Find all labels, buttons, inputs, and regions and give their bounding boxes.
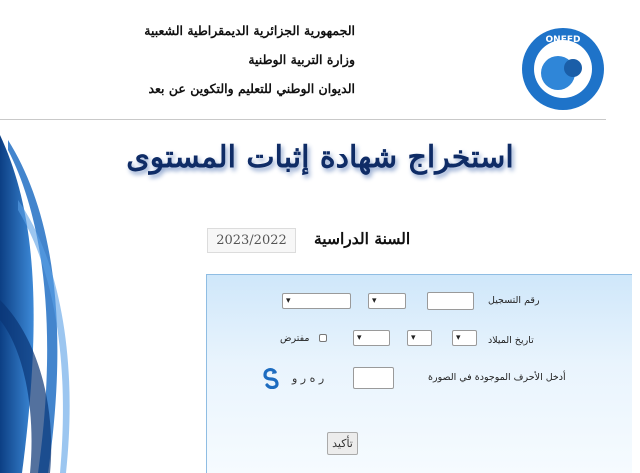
registration-select-1[interactable]	[282, 293, 351, 309]
organization-header	[144, 22, 355, 97]
birth-date-label: تاريخ الميلاد	[488, 335, 534, 346]
registration-number-label: رقم التسجيل	[488, 295, 540, 306]
org-line-office: الديوان الوطني للتعليم والتكوين عن بعد	[148, 81, 355, 96]
chevron-down-icon: ▾	[456, 333, 461, 343]
captcha-image-text: ﺭ ﻩ ﺭ ﻭ	[292, 372, 325, 385]
school-year-field: 2023/2022	[207, 228, 296, 253]
chevron-down-icon: ▾	[286, 296, 291, 306]
registration-number-input[interactable]	[427, 292, 474, 310]
refresh-captcha-icon[interactable]	[262, 367, 280, 389]
presumed-checkbox[interactable]	[319, 334, 327, 342]
birth-month-select[interactable]	[407, 330, 432, 346]
chevron-down-icon: ▾	[411, 333, 416, 343]
page-title: استخراج شهادة إثبات المستوى	[126, 140, 514, 175]
org-line-ministry: وزارة التربية الوطنية	[248, 52, 355, 67]
birth-day-select[interactable]	[452, 330, 477, 346]
presumed-label: مفترض	[280, 333, 310, 344]
birth-year-select[interactable]	[353, 330, 390, 346]
chevron-down-icon: ▾	[372, 296, 377, 306]
header-divider	[0, 119, 606, 120]
chevron-down-icon: ▾	[357, 333, 362, 343]
org-line-republic: الجمهورية الجزائرية الديمقراطية الشعبية	[144, 23, 355, 38]
captcha-input[interactable]	[353, 367, 394, 389]
captcha-instruction-label: أدخل الأحرف الموجودة في الصورة	[428, 372, 566, 383]
school-year-label: السنة الدراسية	[314, 229, 411, 248]
submit-button[interactable]: تأكيد	[327, 432, 358, 455]
logo-text: ONEFD	[545, 35, 581, 45]
onefd-logo	[520, 26, 606, 112]
registration-select-2[interactable]	[368, 293, 406, 309]
